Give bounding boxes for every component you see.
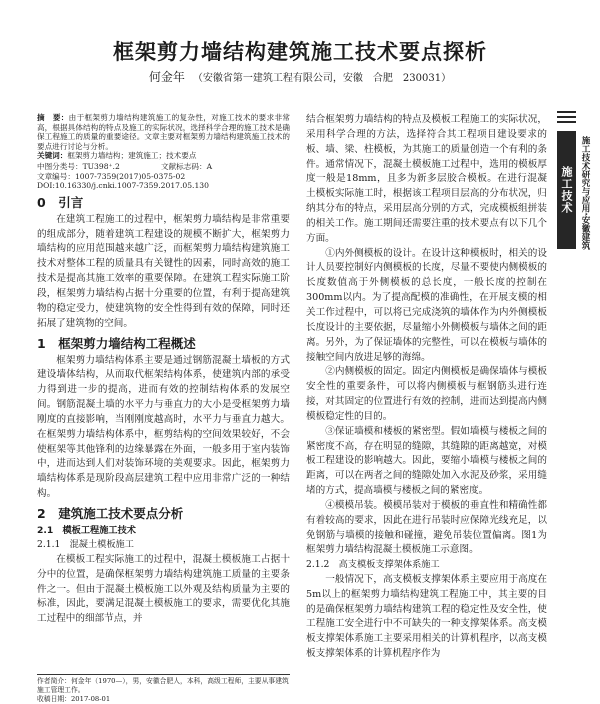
abstract-label: 摘 要： [37,113,69,122]
abstract [37,113,290,161]
section-2-1-heading: 2.1 模板工程施工技术 [37,524,136,536]
section-0-paragraph: 在建筑工程施工的过程中，框架剪力墙结构是非常重要的组成部分，随着建筑工程建设的规模不断扩大，框架剪力墙结构的应用范围越来越广泛，而框架剪力墙结构建筑施工技术对整体工程的质量具有关键性的因素，同时高效的施工技术是提高其施工效率的重要保障。在建筑工程实际施工阶段，框架剪力墙结构占据十分重要的位置，有利于提高建筑物的稳定受力，使建筑物的安全性得到有效的保障，同时还拓展了建筑物的空间。 [37,213,290,329]
article-number: 1007-7359(2017)05-0375-02 [74,171,186,181]
section-2-1-2-paragraph: 一般情况下，高支模板支撑架体系主要应用于高度在5m以上的框架剪力墙结构建筑工程施工中，其主要的目的是确保框架剪力墙结构建筑工程的稳定性及安全性，使工程施工安全进行中不可缺失的一种支撑架体系。高支模板支撑架体系施工主要采用相关的计算机程序，以高支模板支撑架体系的计算机程序作为 [306,573,547,660]
paper-title: 框架剪力墙结构建筑施工技术要点探析 [113,40,487,64]
right-paragraph-continued: 结合框架剪力墙结构的特点及模板工程施工的实际状况，采用科学合理的方法，选择符合其工程项目建设要求的板、墙、梁、柱模板，为其施工的质量创造一个有利的条件。通常情况下，混凝土模板施工过程中，选用的模板厚度一般是18mm，且多为新多层胶合模板。在进行混凝土模板实际施工时，根据该工程项目层高的分布状况，归纳其分布的特点，采用层高分别的方式，完成模板组拼装的相关工作。施工期间还需要注重的技术要点有以下几个方面。 [306,114,547,244]
left-column [37,113,290,699]
section-0-heading: 0 引言 [37,194,84,210]
author-name: 何金年 [148,70,185,84]
author-affiliation: （安徽省第一建筑工程有限公司，安徽 合肥 230031） [192,73,452,84]
clc-code: TU398⁺.2 [82,161,120,171]
right-paragraph-inner-formwork-fixing: ②内侧模板的固定。固定内侧模板是确保墙体与模板安全性的重要条件，可以将内侧模板与框钢筋头进行连接，对其固定的位置进行有效的控制，进而达到提高内侧模板稳定性的目的。 [306,366,547,422]
footnote [37,674,290,704]
right-column [306,113,547,699]
section-1-heading: 1 框架剪力墙结构工程概述 [37,335,196,351]
section-2-heading: 2 建筑施工技术要点分析 [37,505,184,521]
section-1-paragraph: 框架剪力墙结构体系主要是通过钢筋混凝土墙板的方式建设墙体结构，从而取代框架结构体系，使建筑内部的承受力得到进一步的提高，进而有效的控制结构体系的发展空间。钢筋混凝土墙的水平力与垂直力的大小是受框架剪力墙刚度的直接影响，当刚刚度越高时，水平力与垂直力越大。在框架剪力墙结构体系中，框剪结构的空间效果较好，不会使框架等其他锋利的边缘暴露在外面，一般多用于室内装饰中，进而达到人们对装饰环境的美观要求。因此，框架剪力墙结构体系是现阶段高层建筑工程中应用非常广泛的一种结构。 [37,354,290,500]
section-2-1-1-heading: 2.1.1 混凝土模板施工 [37,539,134,551]
section-2-1-1-paragraph: 在模板工程实际施工的过程中，混凝土模板施工占据十分中的位置，是确保框架剪力墙结构建筑施工质量的主要条件之一。但由于混凝土模板施工以外观及结构质量为主要的标准，因此，要满足混凝土模板施工的要求，需要优化其施工过程中的细部节点，并 [37,553,290,625]
section-2-1-2-heading: 2.1.2 高支模板支撑架体系施工 [306,559,440,571]
received-date: 收稿日期：2017-08-01 [37,695,111,703]
doi-label: DOI: [37,181,55,191]
side-section-tab: 施工技术 [557,131,576,249]
doc-code-label: 文献标志码： [161,161,207,171]
right-paragraph-inner-outer-formwork: ①内外侧模板的设计。在设计这种模板时，相关的设计人员要控制好内侧模板的长度，尽量不要使内侧模板的长度数值高于外侧模板的总长度，一般长度的控制在300mm以内。为了提高配模的准确性，在开展支模的相关工作过程中，可以将已完成浇筑的墙体作为内外侧模板长度设计的主要依据，尽量缩小外侧模板与墙体之间的距离。另外，为了保证墙体的完整性，可以在模板与墙体的接触空间内放进足够的海绵。 [306,247,547,363]
article-number-label: 文章编号： [37,171,75,181]
side-decoration-marks [557,111,576,126]
keywords-label: 关键词： [37,151,68,161]
author-bio: 作者简介：何金年（1970—），男，安徽合肥人，本科，高级工程师，主要从事建筑施工管理工作。 [37,677,289,694]
abstract-text: 由于框架剪力墙结构建筑施工的复杂性，对施工技术的要求非常高，根据具体结构的特点及施工的实际状况，选择科学合理的施工技术是确保工程施工的质量的重要途径。文章主要对框架剪力墙结构建筑施工技术的要点进行讨论与分析。 [37,113,290,151]
keywords-text: 框架剪力墙结构；建筑施工；技术要点 [67,151,197,161]
classification-line [37,162,290,172]
doc-code: A [206,161,213,171]
side-journal-label: 施工技术研究与应用·安徽建筑 [580,136,590,250]
right-paragraph-tightness: ③保证墙模和楼板的紧密型。假如墙模与楼板之间的紧密度不高，存在明显的缝隙，其缝隙的距离越宽，对模板工程建设的影响越大。因此，要缩小墙模与楼板之间的距离，可以在两者之间的缝隙处加入水泥及砂浆，采用缝堵的方式，提高墙模与楼板之间的紧密度。 [306,425,547,497]
doi-line [37,181,290,191]
right-paragraph-hoisting: ④模模吊装。模模吊装对于模板的垂直性和精确性都有着较高的要求，因此在进行吊装时应保障光线充足，以免钢筋与墙模的接触和碰撞，避免吊装位置偏离。图1为框架剪力墙结构混凝土模板施工示意图。 [306,499,547,556]
doi-value: 10.16330/j.cnki.1007-7359.2017.05.130 [54,181,209,191]
clc-label: 中图分类号： [37,161,83,171]
author-line [0,68,600,85]
article-number-line [37,172,290,182]
